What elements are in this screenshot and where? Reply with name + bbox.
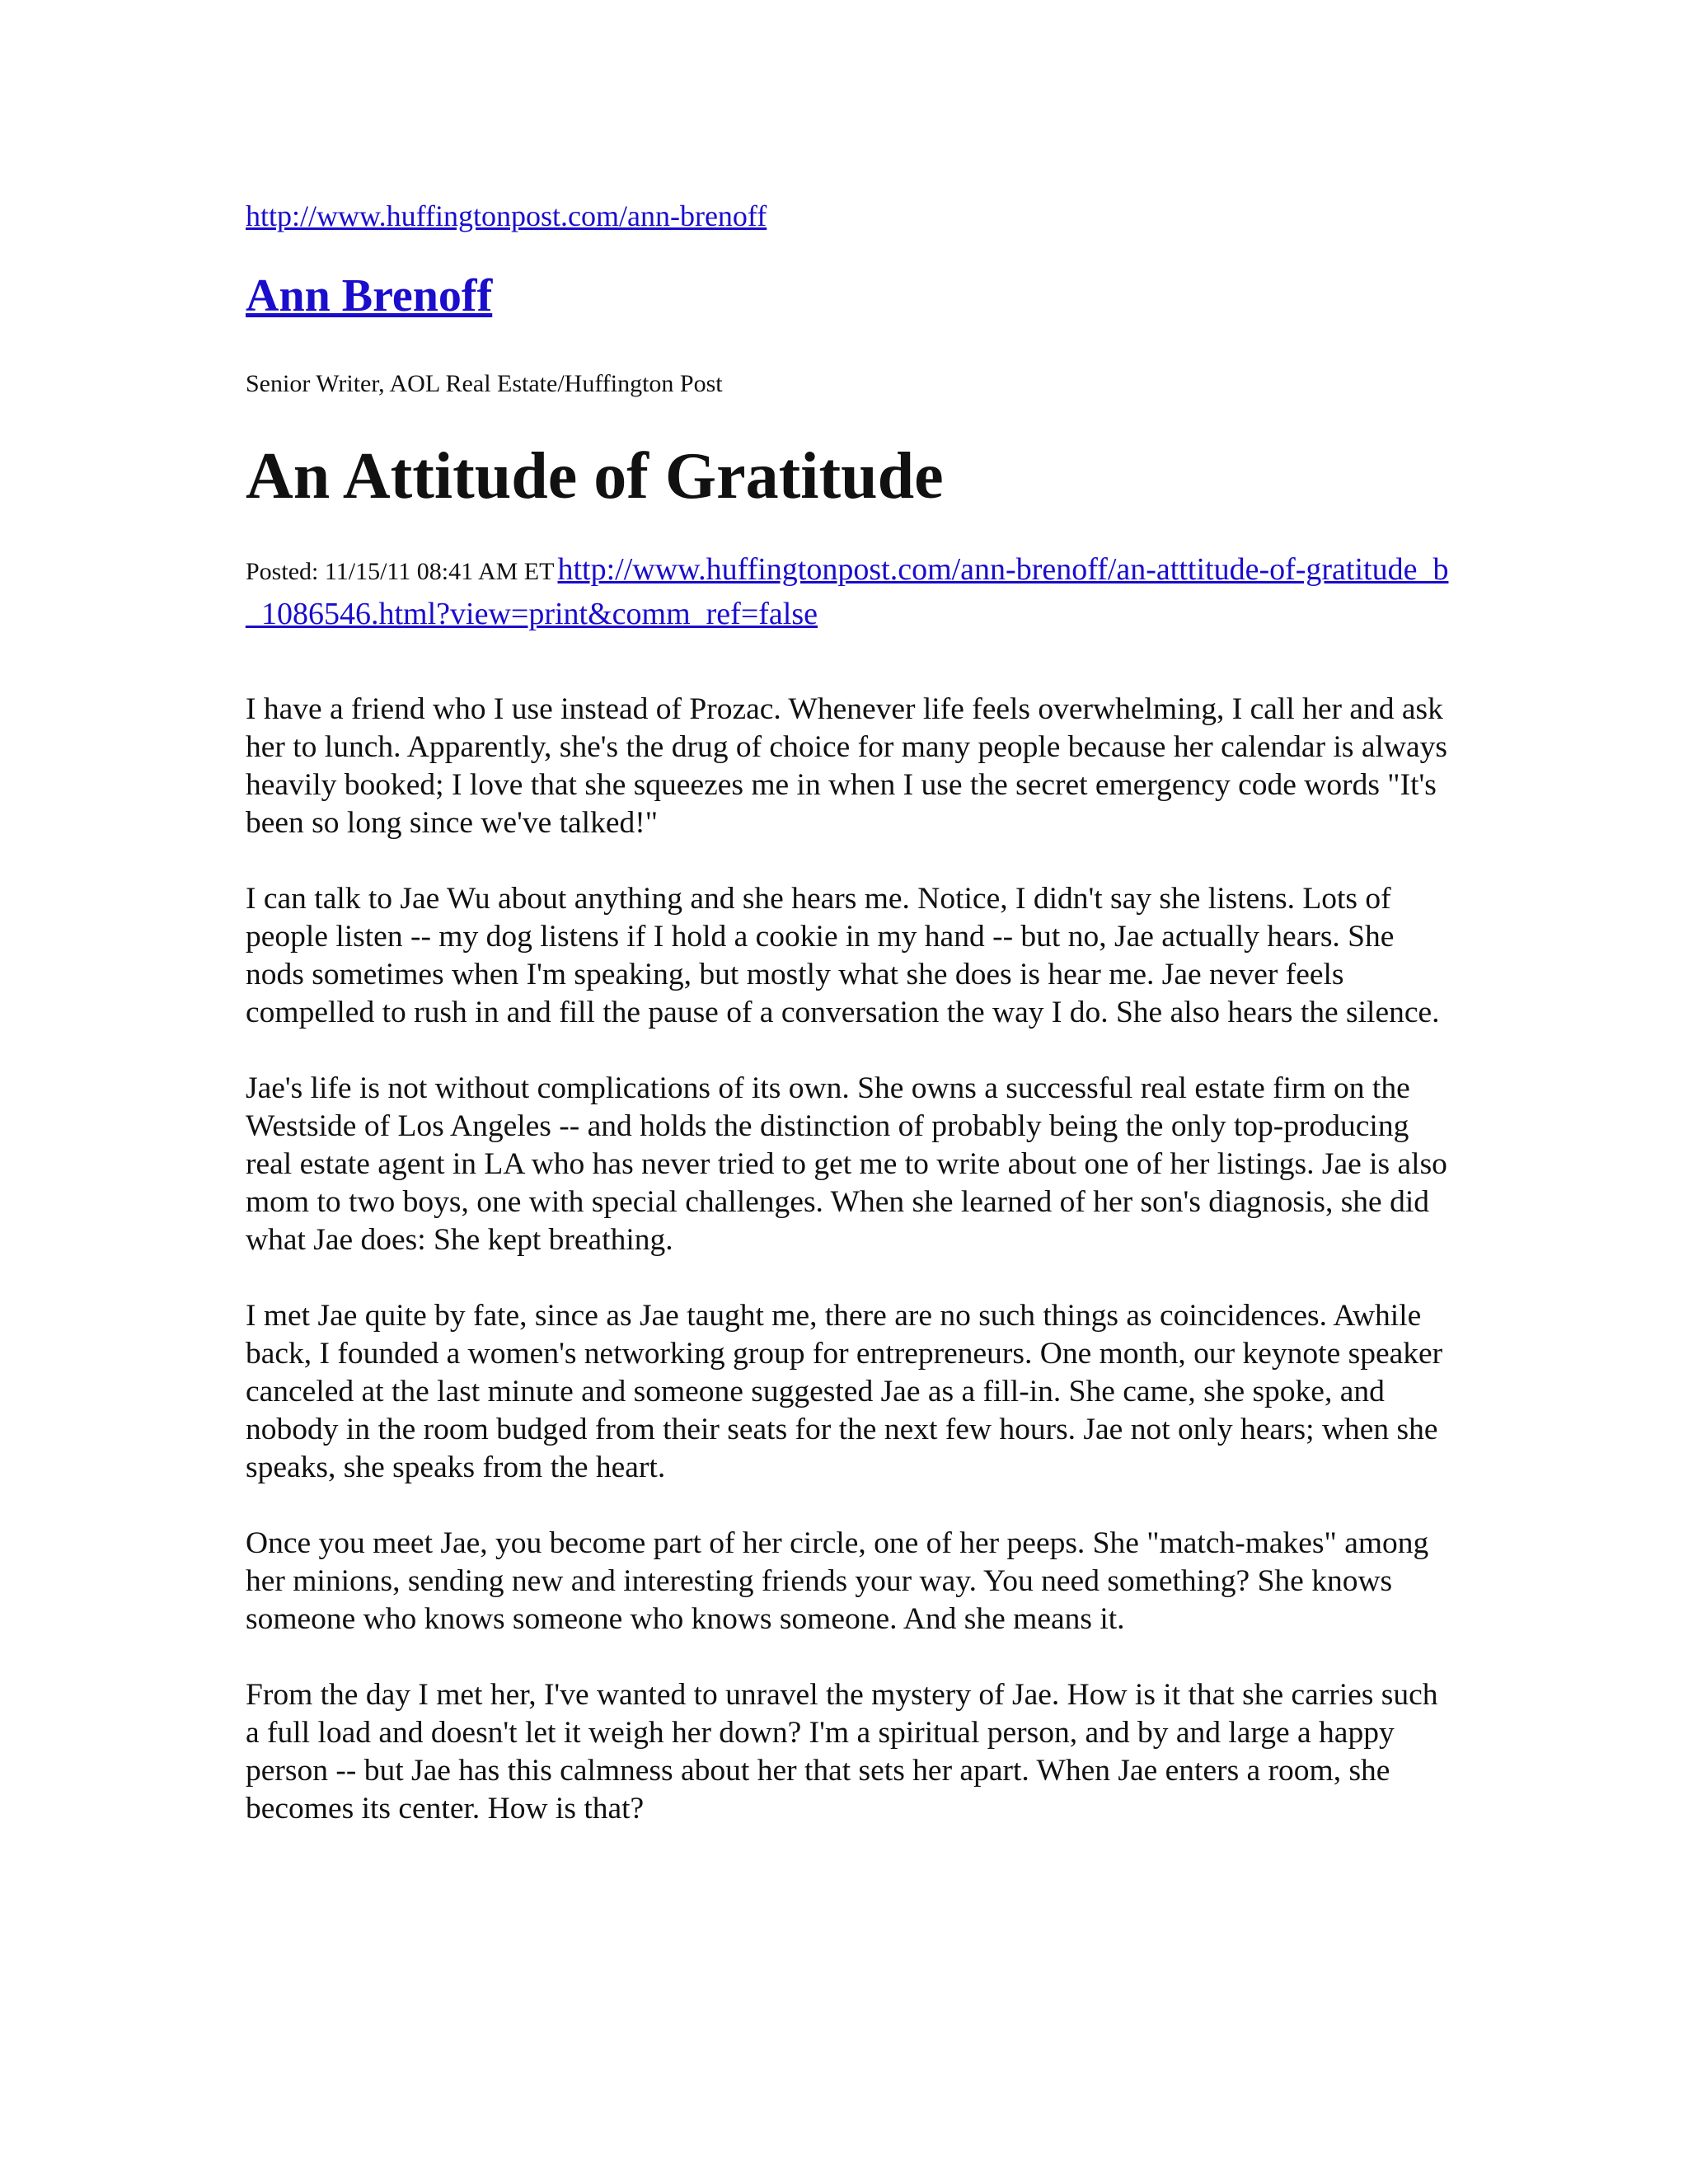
author-name-link[interactable]: Ann Brenoff [246,270,493,321]
source-url-link[interactable]: http://www.huffingtonpost.com/ann-brenoff [246,199,767,232]
paragraph: Once you meet Jae, you become part of her circle, one of her peeps. She "match-makes" among her minions, sending new and interesting friends your way. You need something? She knows someone who knows someone who knows someone. And she means it. [246,1526,1429,1636]
paragraph: I met Jae quite by fate, since as Jae taught me, there are no such things as coincidences. Awhile back, I founded a women's networking group for entrepreneurs. One month, our keynote speaker canceled at the last minute and someone suggested Jae as a fill-in. She came, she spoke, and nobody in the room budged from their seats for the next few hours. Jae not only hears; when she speaks, she speaks from the heart. [246,1299,1443,1484]
paragraph: Jae's life is not without complications of its own. She owns a successful real estate firm on the Westside of Los Angeles -- and holds the distinction of probably being the only top-producing real estate agent in LA who has never tried to get me to write about one of her listings. Jae is also mom to two boys, one with special challenges. When she learned of her son's diagnosis, she did what Jae does: She kept breathing. [246,1071,1447,1257]
paragraph: I have a friend who I use instead of Prozac. Whenever life feels overwhelming, I call her and ask her to lunch. Apparently, she's the drug of choice for many people because her calendar is always heavily booked; I love that she squeezes me in when I use the secret emergency code words "It's been so long since we've talked!" [246,692,1447,840]
article-title: An Attitude of Gratitude [246,440,944,513]
author-role: Senior Writer, AOL Real Estate/Huffington Post [246,370,723,397]
author-name-heading [246,268,492,324]
posted-timestamp: Posted: 11/15/11 08:41 AM ET [246,558,555,585]
article-body [246,691,1449,1866]
paragraph: I can talk to Jae Wu about anything and she hears me. Notice, I didn't say she listens. Lots of people listen -- my dog listens if I hold a cookie in my hand -- but no, Jae actually hears. She nods sometimes when I'm speaking, but mostly what she does is hear me. Jae never feels compelled to rush in and fill the pause of a conversation the way I do. She also hears the silence. [246,882,1440,1029]
posted-line [246,551,1449,640]
paragraph: From the day I met her, I've wanted to unravel the mystery of Jae. How is it that she carries such a full load and doesn't let it weigh her down? I'm a spiritual person, and by and large a happy person -- but Jae has this calmness about her that sets her apart. When Jae enters a room, she becomes its center. How is that? [246,1678,1438,1825]
article-url-link[interactable]: http://www.huffingtonpost.com/ann-brenoff/an-atttitude-of-gratitude_b_1086546.html?view=print&comm_ref=false [246,552,1449,631]
